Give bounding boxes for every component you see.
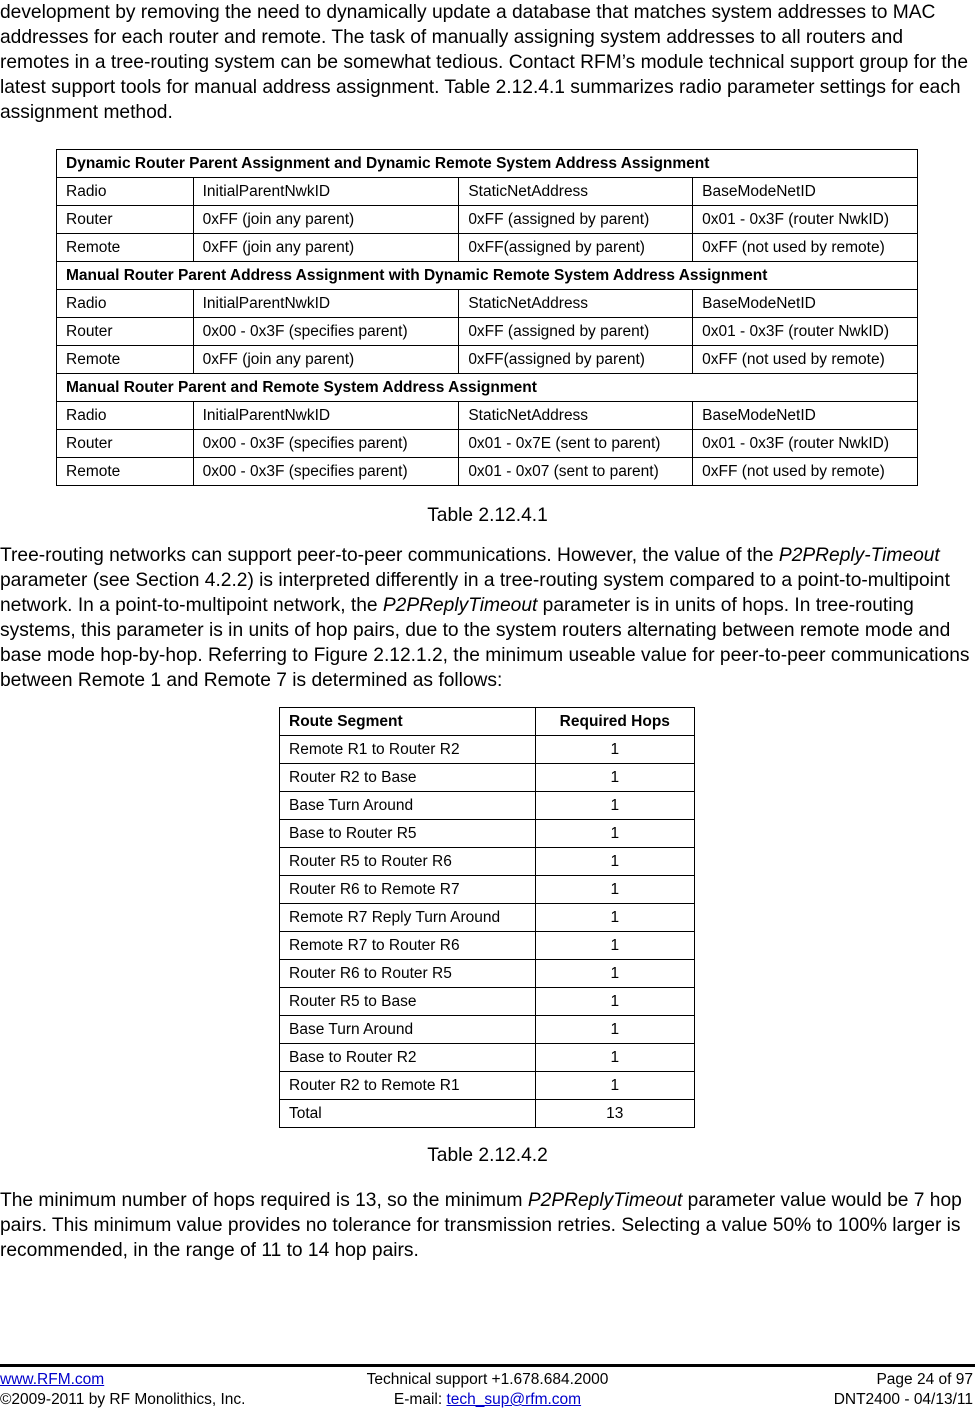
table-header-row [280, 708, 695, 736]
section-title-row [57, 374, 918, 402]
column-header: StaticNetAddress [459, 290, 693, 318]
column-header-row [57, 290, 918, 318]
table-cell: Remote [57, 458, 194, 486]
column-header: InitialParentNwkID [193, 290, 459, 318]
table-row [280, 764, 695, 792]
column-header-row [57, 178, 918, 206]
table-row [280, 932, 695, 960]
hops-cell: 1 [535, 932, 694, 960]
table-row [57, 234, 918, 262]
table-row [280, 988, 695, 1016]
footer-right [834, 1370, 973, 1410]
table-cell: 0xFF (join any parent) [193, 234, 459, 262]
table-cell: Remote [57, 234, 194, 262]
table1-caption: Table 2.12.4.1 [427, 505, 548, 526]
column-header: Radio [57, 402, 194, 430]
route-segment-cell: Base Turn Around [280, 792, 536, 820]
hops-cell: 1 [535, 1072, 694, 1100]
required-hops-header: Required Hops [535, 708, 694, 736]
table-cell: 0x01 - 0x07 (sent to parent) [459, 458, 693, 486]
conclusion-paragraph: The minimum number of hops required is 13, so the minimum P2PReplyTimeout parameter value would be 7 hop pairs. This minimum value provides no tolerance for transmission retries. Selecting a value 50% to 100% larger is recommended, in the range of 11 to 14 hop pairs. [0, 1190, 962, 1261]
table-cell: 0x00 - 0x3F (specifies parent) [193, 458, 459, 486]
table-row [280, 960, 695, 988]
column-header: BaseModeNetID [693, 290, 918, 318]
table-cell: 0xFF (join any parent) [193, 206, 459, 234]
table-row [57, 318, 918, 346]
table-row [280, 1044, 695, 1072]
section-title-row [57, 262, 918, 290]
hops-cell: 1 [535, 904, 694, 932]
table-row [57, 206, 918, 234]
route-segment-cell: Base to Router R5 [280, 820, 536, 848]
hops-cell: 1 [535, 1044, 694, 1072]
route-segment-cell: Base Turn Around [280, 1016, 536, 1044]
route-segment-cell: Router R6 to Remote R7 [280, 876, 536, 904]
hops-cell: 1 [535, 988, 694, 1016]
website-link[interactable]: www.RFM.com [0, 1371, 105, 1388]
route-segment-cell: Remote R1 to Router R2 [280, 736, 536, 764]
support-phone: Technical support +1.678.684.2000 [366, 1371, 609, 1388]
column-header: StaticNetAddress [459, 178, 693, 206]
table-cell: Router [57, 318, 194, 346]
table-row [57, 458, 918, 486]
table-row [280, 1100, 695, 1128]
hops-cell: 1 [535, 820, 694, 848]
table-row [280, 736, 695, 764]
p2preplytimeout-term: P2PReplyTimeout [382, 595, 538, 616]
table-cell: Router [57, 206, 194, 234]
route-segment-cell: Remote R7 Reply Turn Around [280, 904, 536, 932]
table-cell: Remote [57, 346, 194, 374]
column-header: BaseModeNetID [693, 178, 918, 206]
copyright-text: ©2009-2011 by RF Monolithics, Inc. [0, 1391, 246, 1408]
footer-center [0, 1370, 975, 1410]
peer-to-peer-paragraph: Tree-routing networks can support peer-to-peer communications. However, the value of the P2PReply-Timeout parameter (see Section 4.2.2) is interpreted differently in a tree-routing system compared to a point-to-multipoint network. In a point-to-multipoint network, the P2PReplyTimeout parameter is in units of hops. In tree-routing systems, this parameter is in units of hop pairs, due to the system routers alternating between remote mode and base mode hop-by-hop. Referring to Figure 2.12.1.2, the minimum useable value for peer-to-peer communications between Remote 1 and Remote 7 is determined as follows: [0, 545, 970, 691]
route-hops-table [279, 707, 695, 1128]
table-cell: 0x01 - 0x3F (router NwkID) [693, 206, 918, 234]
route-segment-cell: Router R2 to Base [280, 764, 536, 792]
table-cell: 0xFF (not used by remote) [693, 234, 918, 262]
hops-cell: 1 [535, 848, 694, 876]
table-row [280, 848, 695, 876]
column-header-row [57, 402, 918, 430]
hops-cell: 1 [535, 736, 694, 764]
route-segment-cell: Router R5 to Router R6 [280, 848, 536, 876]
table2-caption: Table 2.12.4.2 [427, 1145, 548, 1166]
footer-divider [0, 1364, 975, 1367]
intro-paragraph: development by removing the need to dynamically update a database that matches system addresses to MAC addresses for each router and remote. The task of manually assigning system addresses to all routers and remotes in a tree-routing system can be somewhat tedious. Contact RFM’s module technical support group for the latest support tools for manual address assignment. Table 2.12.4.1 summarizes radio parameter settings for each assignment method. [0, 2, 969, 123]
p2preplytimeout-term: P2PReplyTimeout [527, 1190, 683, 1211]
table-cell: 0x01 - 0x7E (sent to parent) [459, 430, 693, 458]
table-cell: 0xFF (assigned by parent) [459, 318, 693, 346]
email-label: E-mail: [393, 1391, 447, 1408]
table-cell: 0xFF (not used by remote) [693, 346, 918, 374]
p2preply-timeout-term: P2PReply-Timeout [778, 545, 940, 566]
table-row [280, 876, 695, 904]
route-segment-cell: Base to Router R2 [280, 1044, 536, 1072]
table-cell: 0x01 - 0x3F (router NwkID) [693, 430, 918, 458]
table-cell: 0x00 - 0x3F (specifies parent) [193, 318, 459, 346]
column-header: Radio [57, 290, 194, 318]
table-cell: 0xFF (join any parent) [193, 346, 459, 374]
section-title: Manual Router Parent and Remote System Address Assignment [57, 374, 918, 402]
hops-cell: 1 [535, 1016, 694, 1044]
route-segment-header: Route Segment [280, 708, 536, 736]
email-link[interactable]: tech_sup@rfm.com [446, 1391, 582, 1408]
column-header: BaseModeNetID [693, 402, 918, 430]
table-row [280, 1072, 695, 1100]
table-cell: 0xFF(assigned by parent) [459, 234, 693, 262]
column-header: InitialParentNwkID [193, 402, 459, 430]
table-row [280, 904, 695, 932]
column-header: InitialParentNwkID [193, 178, 459, 206]
route-segment-cell: Router R5 to Base [280, 988, 536, 1016]
table-cell: 0x01 - 0x3F (router NwkID) [693, 318, 918, 346]
route-segment-cell: Remote R7 to Router R6 [280, 932, 536, 960]
hops-cell: 1 [535, 876, 694, 904]
table-cell: 0xFF(assigned by parent) [459, 346, 693, 374]
hops-cell: 13 [535, 1100, 694, 1128]
table-row [280, 820, 695, 848]
page-number: Page 24 of 97 [876, 1371, 973, 1388]
route-segment-cell: Router R6 to Router R5 [280, 960, 536, 988]
section-title-row [57, 150, 918, 178]
table-cell: Router [57, 430, 194, 458]
table-cell: 0xFF (not used by remote) [693, 458, 918, 486]
section-title: Manual Router Parent Address Assignment with Dynamic Remote System Address Assignment [57, 262, 918, 290]
table-row [280, 1016, 695, 1044]
route-segment-cell: Router R2 to Remote R1 [280, 1072, 536, 1100]
table-row [280, 792, 695, 820]
section-title: Dynamic Router Parent Assignment and Dynamic Remote System Address Assignment [57, 150, 918, 178]
column-header: StaticNetAddress [459, 402, 693, 430]
table-cell: 0x00 - 0x3F (specifies parent) [193, 430, 459, 458]
table-cell: 0xFF (assigned by parent) [459, 206, 693, 234]
column-header: Radio [57, 178, 194, 206]
route-segment-cell: Total [280, 1100, 536, 1128]
table-row [57, 430, 918, 458]
table-row [57, 346, 918, 374]
hops-cell: 1 [535, 960, 694, 988]
address-assignment-table [56, 149, 918, 486]
doc-revision: DNT2400 - 04/13/11 [833, 1391, 973, 1408]
hops-cell: 1 [535, 764, 694, 792]
hops-cell: 1 [535, 792, 694, 820]
